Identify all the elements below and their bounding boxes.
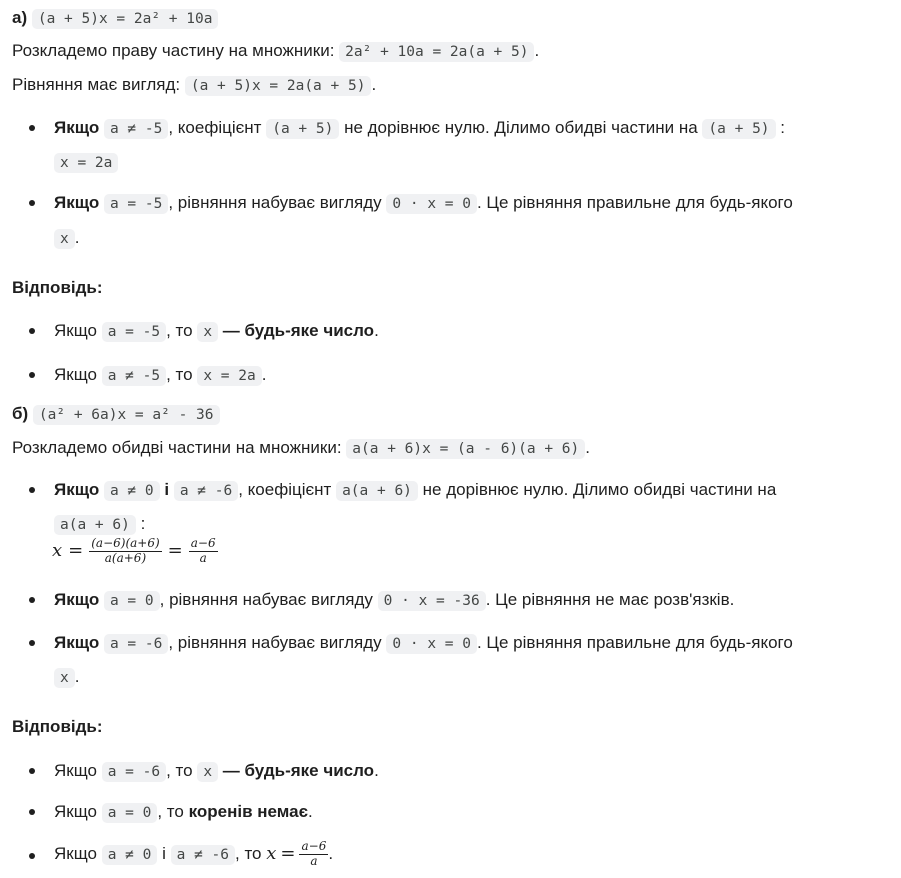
fraction-numerator: (a−6)(a+6) xyxy=(91,536,160,550)
factor-intro: Розкладемо праву частину на множники: xyxy=(12,41,335,60)
part-b-label: б) xyxy=(12,404,29,423)
period: . xyxy=(371,75,377,94)
part-a-case2 xyxy=(54,193,793,213)
case-if: Якщо xyxy=(54,480,100,499)
colon: : xyxy=(140,514,146,533)
case-condition: a ≠ -6 xyxy=(174,481,238,501)
answer-text: , то xyxy=(166,321,193,340)
case-if: Якщо xyxy=(54,118,100,137)
fraction xyxy=(89,537,161,566)
factor-expr: a(a + 6)x = (a - 6)(a + 6) xyxy=(346,439,585,459)
part-a-case1 xyxy=(54,118,785,138)
period: . xyxy=(328,843,334,863)
fraction xyxy=(299,840,328,869)
bullet-icon xyxy=(29,768,35,774)
divisor: a(a + 6) xyxy=(54,515,136,535)
period: . xyxy=(585,438,591,457)
answer-bold: — будь-яке число xyxy=(222,761,375,780)
answer-text: , то xyxy=(235,843,262,863)
math-x: x xyxy=(266,842,277,864)
form-expr: (a + 5)x = 2a(a + 5) xyxy=(185,76,372,96)
bullet-icon xyxy=(29,640,35,646)
part-a-answer2 xyxy=(54,365,266,385)
case-condition: a = 0 xyxy=(104,591,160,611)
case-text: не дорівнює нулю. Ділимо обидві частини на xyxy=(344,118,698,137)
period: . xyxy=(374,321,379,340)
variable: x xyxy=(197,322,218,342)
and-word: і xyxy=(164,480,170,499)
answer-text: Якщо xyxy=(54,843,97,863)
divisor: (a + 5) xyxy=(702,119,775,139)
part-b-case1 xyxy=(54,480,776,500)
part-a-case1-result xyxy=(54,152,118,172)
coefficient: (a + 5) xyxy=(266,119,339,139)
answer-condition: a ≠ -6 xyxy=(171,845,235,865)
period: . xyxy=(261,365,267,384)
answer-text: , то xyxy=(157,802,184,821)
answer-text: Якщо xyxy=(54,761,97,780)
answer-heading: Відповідь: xyxy=(12,278,103,297)
answer-text: , то xyxy=(166,761,193,780)
coefficient: a(a + 6) xyxy=(336,481,418,501)
case-text: , коефіцієнт xyxy=(238,480,332,499)
part-b-case1-cont xyxy=(54,514,145,534)
case-text: . Це рівняння не має розв'язків. xyxy=(485,590,735,609)
math-x: x xyxy=(52,539,63,561)
part-b-equation: (a² + 6a)x = a² - 36 xyxy=(33,405,220,425)
bullet-icon xyxy=(29,125,35,131)
case-text: . Це рівняння правильне для будь-якого xyxy=(476,193,793,212)
and-word: і xyxy=(162,843,166,863)
form-intro: Рівняння має вигляд: xyxy=(12,75,181,94)
bullet-icon xyxy=(29,853,35,859)
answer-condition: a = 0 xyxy=(102,803,158,823)
case-if: Якщо xyxy=(54,193,100,212)
case-text: , рівняння набуває вигляду xyxy=(168,633,382,652)
colon: : xyxy=(780,118,785,137)
answer-condition: a ≠ 0 xyxy=(102,845,158,865)
answer-heading-a xyxy=(12,278,103,298)
case-equation: 0 · x = 0 xyxy=(386,194,477,214)
part-a-label: а) xyxy=(12,8,28,27)
fraction-denominator: a xyxy=(199,550,207,565)
case-result: x = 2a xyxy=(54,153,118,173)
case-equation: 0 · x = 0 xyxy=(386,634,477,654)
period: . xyxy=(74,667,80,686)
part-b-factor-line xyxy=(12,438,590,458)
fraction-numerator: a−6 xyxy=(190,536,216,550)
factor-expr: 2a² + 10a = 2a(a + 5) xyxy=(339,42,534,62)
case-text: , коефіцієнт xyxy=(168,118,262,137)
part-b-answer3: Якщо a ≠ 0 і a ≠ -6 , то x = $\frac{a-6}{a}$ . xyxy=(54,839,334,868)
part-a-factor-line xyxy=(12,41,539,61)
bullet-icon xyxy=(29,597,35,603)
answer-condition: a = -6 xyxy=(102,762,166,782)
part-b-case1-formula: x = $\frac{(a-6)(a+6)}{a(a+6)}$ = $\frac{a-6}{a}$ xyxy=(52,536,216,565)
variable: x xyxy=(54,668,75,688)
factor-intro: Розкладемо обидві частини на множники: xyxy=(12,438,342,457)
answer-text: Якщо xyxy=(54,321,97,340)
part-a-case2-cont xyxy=(54,228,79,248)
part-b-case3-cont xyxy=(54,667,79,687)
part-a-equation: (a + 5)x = 2a² + 10a xyxy=(32,9,219,29)
answer-heading-b xyxy=(12,717,103,737)
period: . xyxy=(534,41,540,60)
bullet-icon xyxy=(29,487,35,493)
case-if: Якщо xyxy=(54,590,100,609)
part-b-answer1 xyxy=(54,761,379,781)
answer-result: x = 2a xyxy=(197,366,261,386)
variable: x xyxy=(197,762,218,782)
answer-condition: a ≠ -5 xyxy=(102,366,166,386)
case-condition: a = -5 xyxy=(104,194,168,214)
case-text: не дорівнює нулю. Ділимо обидві частини на xyxy=(422,480,777,499)
part-b-case3 xyxy=(54,633,793,653)
part-a-answer1 xyxy=(54,321,379,341)
bullet-icon xyxy=(29,809,35,815)
part-b-case2 xyxy=(54,590,734,610)
bullet-icon xyxy=(29,328,35,334)
case-condition: a ≠ -5 xyxy=(104,119,168,139)
period: . xyxy=(307,802,313,821)
answer-text: Якщо xyxy=(54,802,97,821)
case-text: . Це рівняння правильне для будь-якого xyxy=(476,633,793,652)
case-text: , рівняння набуває вигляду xyxy=(168,193,382,212)
period: . xyxy=(374,761,379,780)
part-b-answer2 xyxy=(54,802,313,822)
bullet-icon xyxy=(29,200,35,206)
case-equation: 0 · x = -36 xyxy=(378,591,486,611)
answer-text: Якщо xyxy=(54,365,97,384)
part-b-header xyxy=(12,404,220,424)
answer-bold: коренів немає xyxy=(188,802,308,821)
bullet-icon xyxy=(29,372,35,378)
part-a-form-line xyxy=(12,75,376,95)
case-condition: a = -6 xyxy=(104,634,168,654)
period: . xyxy=(74,228,80,247)
case-if: Якщо xyxy=(54,633,100,652)
fraction-denominator: a(a+6) xyxy=(104,550,147,565)
fraction-numerator: a−6 xyxy=(301,839,327,853)
case-condition: a ≠ 0 xyxy=(104,481,160,501)
part-a-header xyxy=(12,8,218,28)
case-text: , рівняння набуває вигляду xyxy=(159,590,373,609)
answer-condition: a = -5 xyxy=(102,322,166,342)
variable: x xyxy=(54,229,75,249)
answer-bold: — будь-яке число xyxy=(222,321,375,340)
fraction-denominator: a xyxy=(310,853,318,868)
fraction xyxy=(189,537,218,566)
answer-heading: Відповідь: xyxy=(12,717,103,736)
answer-text: , то xyxy=(166,365,193,384)
